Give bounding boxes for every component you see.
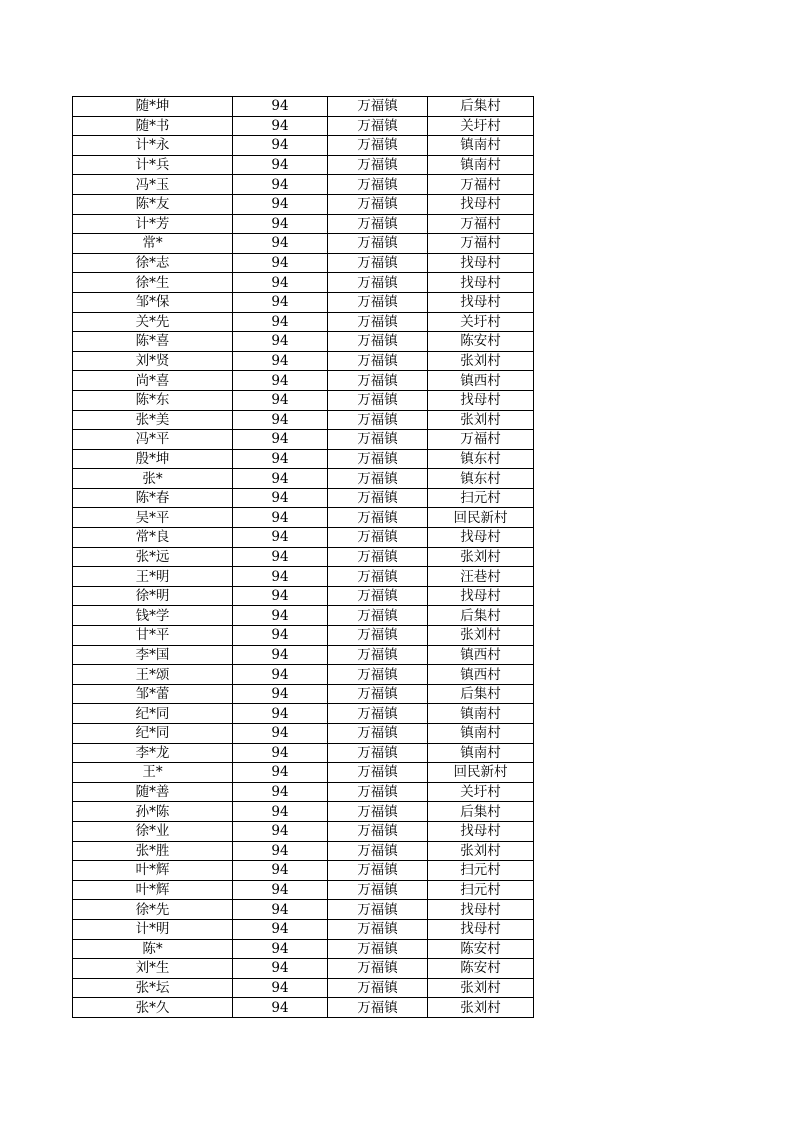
village-cell: 汪巷村 (428, 567, 534, 587)
town-cell: 万福镇 (328, 253, 428, 273)
table-row (73, 998, 534, 1018)
name-cell: 常* (73, 234, 233, 254)
table-row (73, 351, 534, 371)
table-row (73, 390, 534, 410)
table-row (73, 821, 534, 841)
number-cell: 94 (233, 116, 328, 136)
name-cell: 张*坛 (73, 978, 233, 998)
table-row (73, 97, 534, 117)
name-cell: 纪*同 (73, 704, 233, 724)
town-cell: 万福镇 (328, 194, 428, 214)
village-cell: 镇南村 (428, 704, 534, 724)
name-cell: 纪*同 (73, 724, 233, 744)
number-cell: 94 (233, 97, 328, 117)
number-cell: 94 (233, 508, 328, 528)
village-cell: 关圩村 (428, 312, 534, 332)
village-cell: 张刘村 (428, 998, 534, 1018)
number-cell: 94 (233, 410, 328, 430)
number-cell: 94 (233, 626, 328, 646)
village-cell: 后集村 (428, 606, 534, 626)
village-cell: 扫元村 (428, 880, 534, 900)
town-cell: 万福镇 (328, 292, 428, 312)
town-cell: 万福镇 (328, 410, 428, 430)
name-cell: 张*美 (73, 410, 233, 430)
town-cell: 万福镇 (328, 782, 428, 802)
village-cell: 万福村 (428, 430, 534, 450)
name-cell: 钱*学 (73, 606, 233, 626)
name-cell: 殷*坤 (73, 449, 233, 469)
village-cell: 找母村 (428, 821, 534, 841)
name-cell: 徐*明 (73, 586, 233, 606)
table-row (73, 645, 534, 665)
village-cell: 关圩村 (428, 116, 534, 136)
number-cell: 94 (233, 469, 328, 489)
number-cell: 94 (233, 665, 328, 685)
table-row (73, 410, 534, 430)
table-row (73, 724, 534, 744)
name-cell: 张*胜 (73, 841, 233, 861)
table-row (73, 234, 534, 254)
town-cell: 万福镇 (328, 704, 428, 724)
table-row (73, 978, 534, 998)
table-row (73, 684, 534, 704)
town-cell: 万福镇 (328, 880, 428, 900)
name-cell: 计*芳 (73, 214, 233, 234)
village-cell: 找母村 (428, 194, 534, 214)
number-cell: 94 (233, 880, 328, 900)
name-cell: 王*明 (73, 567, 233, 587)
village-cell: 张刘村 (428, 841, 534, 861)
number-cell: 94 (233, 978, 328, 998)
number-cell: 94 (233, 763, 328, 783)
number-cell: 94 (233, 234, 328, 254)
town-cell: 万福镇 (328, 645, 428, 665)
name-cell: 张*远 (73, 547, 233, 567)
number-cell: 94 (233, 528, 328, 548)
town-cell: 万福镇 (328, 821, 428, 841)
village-cell: 镇南村 (428, 743, 534, 763)
village-cell: 镇南村 (428, 724, 534, 744)
table-row (73, 665, 534, 685)
village-cell: 镇西村 (428, 665, 534, 685)
town-cell: 万福镇 (328, 351, 428, 371)
name-cell: 计*兵 (73, 155, 233, 175)
number-cell: 94 (233, 312, 328, 332)
table-row (73, 194, 534, 214)
town-cell: 万福镇 (328, 97, 428, 117)
number-cell: 94 (233, 155, 328, 175)
village-cell: 找母村 (428, 292, 534, 312)
village-cell: 找母村 (428, 253, 534, 273)
village-cell: 扫元村 (428, 861, 534, 881)
number-cell: 94 (233, 684, 328, 704)
table-row (73, 782, 534, 802)
number-cell: 94 (233, 547, 328, 567)
town-cell: 万福镇 (328, 567, 428, 587)
number-cell: 94 (233, 371, 328, 391)
name-cell: 甘*平 (73, 626, 233, 646)
table-row (73, 175, 534, 195)
number-cell: 94 (233, 841, 328, 861)
number-cell: 94 (233, 645, 328, 665)
number-cell: 94 (233, 782, 328, 802)
table-row (73, 508, 534, 528)
town-cell: 万福镇 (328, 116, 428, 136)
village-cell: 镇南村 (428, 136, 534, 156)
town-cell: 万福镇 (328, 684, 428, 704)
village-cell: 张刘村 (428, 547, 534, 567)
name-cell: 计*永 (73, 136, 233, 156)
town-cell: 万福镇 (328, 469, 428, 489)
name-cell: 李*国 (73, 645, 233, 665)
town-cell: 万福镇 (328, 919, 428, 939)
table-row (73, 273, 534, 293)
number-cell: 94 (233, 743, 328, 763)
name-cell: 刘*生 (73, 959, 233, 979)
table-row (73, 469, 534, 489)
village-cell: 找母村 (428, 900, 534, 920)
number-cell: 94 (233, 449, 328, 469)
town-cell: 万福镇 (328, 214, 428, 234)
village-cell: 回民新村 (428, 763, 534, 783)
village-cell: 陈安村 (428, 939, 534, 959)
village-cell: 镇东村 (428, 469, 534, 489)
town-cell: 万福镇 (328, 155, 428, 175)
town-cell: 万福镇 (328, 998, 428, 1018)
village-cell: 扫元村 (428, 488, 534, 508)
town-cell: 万福镇 (328, 743, 428, 763)
table-row (73, 841, 534, 861)
table-row (73, 919, 534, 939)
data-table (72, 96, 534, 1018)
village-cell: 万福村 (428, 234, 534, 254)
village-cell: 后集村 (428, 97, 534, 117)
table-row (73, 939, 534, 959)
table-row (73, 547, 534, 567)
town-cell: 万福镇 (328, 273, 428, 293)
table-row (73, 253, 534, 273)
village-cell: 镇南村 (428, 155, 534, 175)
town-cell: 万福镇 (328, 586, 428, 606)
town-cell: 万福镇 (328, 665, 428, 685)
name-cell: 陈*喜 (73, 332, 233, 352)
name-cell: 陈*东 (73, 390, 233, 410)
town-cell: 万福镇 (328, 449, 428, 469)
name-cell: 叶*辉 (73, 880, 233, 900)
village-cell: 找母村 (428, 528, 534, 548)
number-cell: 94 (233, 488, 328, 508)
town-cell: 万福镇 (328, 234, 428, 254)
number-cell: 94 (233, 567, 328, 587)
name-cell: 张* (73, 469, 233, 489)
table-row (73, 606, 534, 626)
number-cell: 94 (233, 175, 328, 195)
town-cell: 万福镇 (328, 802, 428, 822)
table-row (73, 763, 534, 783)
village-cell: 找母村 (428, 586, 534, 606)
table-row (73, 528, 534, 548)
number-cell: 94 (233, 900, 328, 920)
town-cell: 万福镇 (328, 763, 428, 783)
town-cell: 万福镇 (328, 606, 428, 626)
village-cell: 张刘村 (428, 626, 534, 646)
town-cell: 万福镇 (328, 528, 428, 548)
village-cell: 找母村 (428, 273, 534, 293)
table-row (73, 802, 534, 822)
name-cell: 刘*贤 (73, 351, 233, 371)
name-cell: 李*龙 (73, 743, 233, 763)
number-cell: 94 (233, 273, 328, 293)
number-cell: 94 (233, 959, 328, 979)
number-cell: 94 (233, 802, 328, 822)
village-cell: 张刘村 (428, 351, 534, 371)
number-cell: 94 (233, 861, 328, 881)
village-cell: 陈安村 (428, 959, 534, 979)
number-cell: 94 (233, 390, 328, 410)
name-cell: 王* (73, 763, 233, 783)
town-cell: 万福镇 (328, 547, 428, 567)
number-cell: 94 (233, 292, 328, 312)
village-cell: 找母村 (428, 390, 534, 410)
table-row (73, 626, 534, 646)
village-cell: 张刘村 (428, 978, 534, 998)
name-cell: 徐*志 (73, 253, 233, 273)
village-cell: 后集村 (428, 802, 534, 822)
village-cell: 镇西村 (428, 645, 534, 665)
town-cell: 万福镇 (328, 390, 428, 410)
table-row (73, 116, 534, 136)
number-cell: 94 (233, 136, 328, 156)
table-row (73, 214, 534, 234)
town-cell: 万福镇 (328, 900, 428, 920)
town-cell: 万福镇 (328, 724, 428, 744)
village-cell: 后集村 (428, 684, 534, 704)
name-cell: 邹*蕾 (73, 684, 233, 704)
name-cell: 徐*先 (73, 900, 233, 920)
number-cell: 94 (233, 704, 328, 724)
name-cell: 张*久 (73, 998, 233, 1018)
village-cell: 张刘村 (428, 410, 534, 430)
table-row (73, 567, 534, 587)
village-cell: 回民新村 (428, 508, 534, 528)
name-cell: 叶*辉 (73, 861, 233, 881)
number-cell: 94 (233, 214, 328, 234)
number-cell: 94 (233, 821, 328, 841)
name-cell: 吴*平 (73, 508, 233, 528)
village-cell: 陈安村 (428, 332, 534, 352)
table-row (73, 155, 534, 175)
table-row (73, 586, 534, 606)
number-cell: 94 (233, 606, 328, 626)
name-cell: 邹*保 (73, 292, 233, 312)
table-row (73, 900, 534, 920)
name-cell: 陈*友 (73, 194, 233, 214)
name-cell: 尚*喜 (73, 371, 233, 391)
village-cell: 镇东村 (428, 449, 534, 469)
table-row (73, 861, 534, 881)
town-cell: 万福镇 (328, 939, 428, 959)
table-row (73, 430, 534, 450)
number-cell: 94 (233, 939, 328, 959)
number-cell: 94 (233, 430, 328, 450)
name-cell: 陈*春 (73, 488, 233, 508)
village-cell: 万福村 (428, 175, 534, 195)
table-row (73, 371, 534, 391)
table-row (73, 704, 534, 724)
table-body (73, 97, 534, 1018)
number-cell: 94 (233, 253, 328, 273)
town-cell: 万福镇 (328, 175, 428, 195)
town-cell: 万福镇 (328, 332, 428, 352)
number-cell: 94 (233, 332, 328, 352)
number-cell: 94 (233, 194, 328, 214)
name-cell: 徐*业 (73, 821, 233, 841)
number-cell: 94 (233, 351, 328, 371)
name-cell: 冯*玉 (73, 175, 233, 195)
village-cell: 镇西村 (428, 371, 534, 391)
town-cell: 万福镇 (328, 430, 428, 450)
table-row (73, 488, 534, 508)
name-cell: 随*坤 (73, 97, 233, 117)
name-cell: 计*明 (73, 919, 233, 939)
name-cell: 常*良 (73, 528, 233, 548)
number-cell: 94 (233, 586, 328, 606)
town-cell: 万福镇 (328, 978, 428, 998)
name-cell: 陈* (73, 939, 233, 959)
village-cell: 关圩村 (428, 782, 534, 802)
town-cell: 万福镇 (328, 861, 428, 881)
town-cell: 万福镇 (328, 312, 428, 332)
town-cell: 万福镇 (328, 136, 428, 156)
name-cell: 王*颂 (73, 665, 233, 685)
name-cell: 孙*陈 (73, 802, 233, 822)
town-cell: 万福镇 (328, 959, 428, 979)
number-cell: 94 (233, 919, 328, 939)
name-cell: 随*书 (73, 116, 233, 136)
town-cell: 万福镇 (328, 508, 428, 528)
table-row (73, 959, 534, 979)
number-cell: 94 (233, 998, 328, 1018)
table-row (73, 880, 534, 900)
name-cell: 徐*生 (73, 273, 233, 293)
town-cell: 万福镇 (328, 488, 428, 508)
name-cell: 关*先 (73, 312, 233, 332)
table-row (73, 136, 534, 156)
table-row (73, 312, 534, 332)
table-row (73, 743, 534, 763)
name-cell: 随*善 (73, 782, 233, 802)
table-row (73, 449, 534, 469)
name-cell: 冯*平 (73, 430, 233, 450)
village-cell: 万福村 (428, 214, 534, 234)
village-cell: 找母村 (428, 919, 534, 939)
town-cell: 万福镇 (328, 841, 428, 861)
number-cell: 94 (233, 724, 328, 744)
town-cell: 万福镇 (328, 626, 428, 646)
town-cell: 万福镇 (328, 371, 428, 391)
table-row (73, 332, 534, 352)
table-row (73, 292, 534, 312)
